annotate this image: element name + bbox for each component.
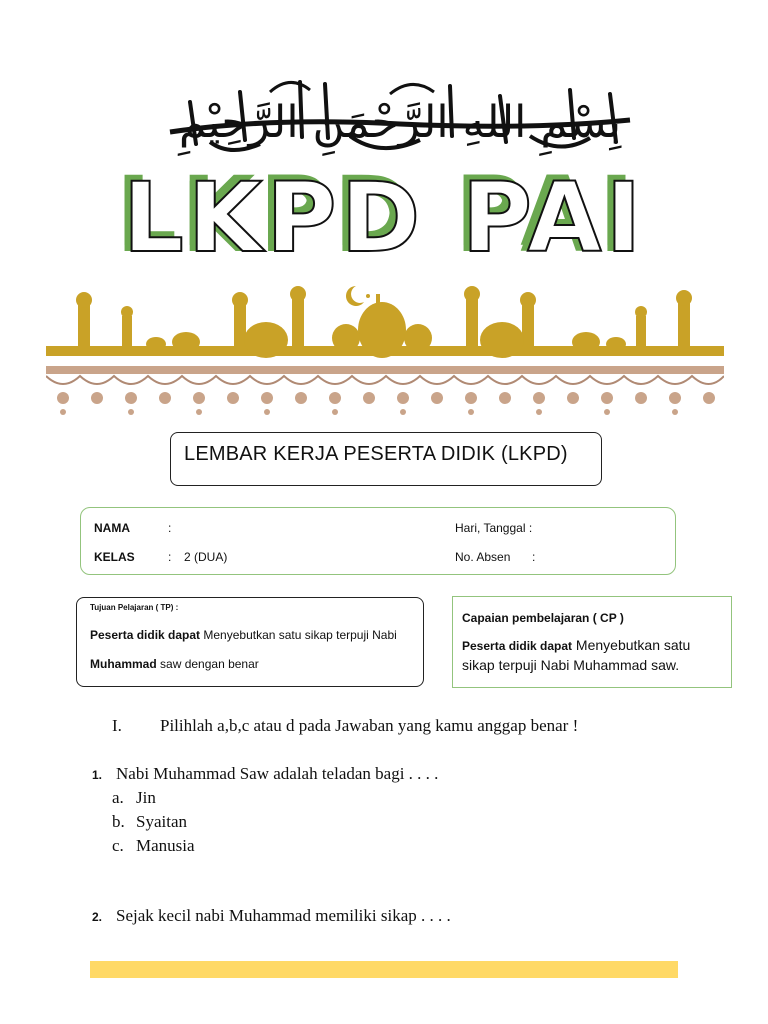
option-a-text[interactable]: Jin <box>136 788 156 807</box>
tujuan-line-1 <box>90 628 397 642</box>
no-absen-colon: : <box>532 550 536 564</box>
section-number: I. <box>112 716 122 735</box>
tujuan-heading: Tujuan Pelajaran ( TP) : <box>90 603 179 612</box>
question-2-text: Sejak kecil nabi Muhammad memiliki sikap . . . . <box>116 906 451 925</box>
nama-label: NAMA <box>94 521 130 535</box>
mosque-illustration <box>46 280 724 360</box>
question-2-number: 2. <box>92 910 103 924</box>
capaian-line-2: sikap terpuji Nabi Muhammad saw. <box>462 657 680 673</box>
footer-highlight-bar <box>90 961 678 978</box>
big-title: LKPD PAI <box>122 162 646 274</box>
capaian-line-1-bold: Peserta didik dapat <box>462 639 573 653</box>
tujuan-line-2-rest: saw dengan benar <box>156 657 259 671</box>
capaian-heading: Capaian pembelajaran ( CP ) <box>462 611 624 625</box>
lace-border <box>46 362 724 418</box>
nama-colon: : <box>168 521 172 535</box>
svg-text:بِسْمِ اللهِ الرَّحْمَنِ الرَّ: بِسْمِ اللهِ الرَّحْمَنِ الرَّحِيْمِ <box>178 97 622 148</box>
kelas-label: KELAS <box>94 550 135 564</box>
capaian-line-1-rest: Menyebutkan satu <box>572 637 691 653</box>
tujuan-line-1-bold: Peserta didik dapat <box>90 628 201 642</box>
question-1-text: Nabi Muhammad Saw adalah teladan bagi . . . . <box>116 764 439 783</box>
option-a-letter: a. <box>112 788 124 807</box>
lace-illustration <box>46 362 724 418</box>
section-instruction: Pilihlah a,b,c atau d pada Jawaban yang kamu anggap benar ! <box>160 716 579 735</box>
worksheet-title: LEMBAR KERJA PESERTA DIDIK (LKPD) <box>184 443 568 465</box>
basmala-illustration <box>150 62 650 162</box>
option-b-text[interactable]: Syaitan <box>136 812 187 831</box>
basmala-calligraphy <box>150 62 650 162</box>
kelas-value: 2 (DUA) <box>184 550 228 564</box>
no-absen-label: No. Absen <box>455 550 511 564</box>
capaian-line-1 <box>462 637 690 653</box>
kelas-colon: : <box>168 550 172 564</box>
tujuan-line-2-bold: Muhammad <box>90 657 157 671</box>
identity-box <box>80 507 676 575</box>
option-c-text[interactable]: Manusia <box>136 836 195 855</box>
option-c-letter: c. <box>112 836 124 855</box>
mosque-silhouette <box>46 280 724 360</box>
tujuan-line-2 <box>90 657 259 671</box>
option-b-letter: b. <box>112 812 125 831</box>
question-1-number: 1. <box>92 768 103 782</box>
hari-tanggal-label: Hari, Tanggal : <box>455 521 533 535</box>
tujuan-line-1-rest: Menyebutkan satu sikap terpuji Nabi <box>200 628 397 642</box>
